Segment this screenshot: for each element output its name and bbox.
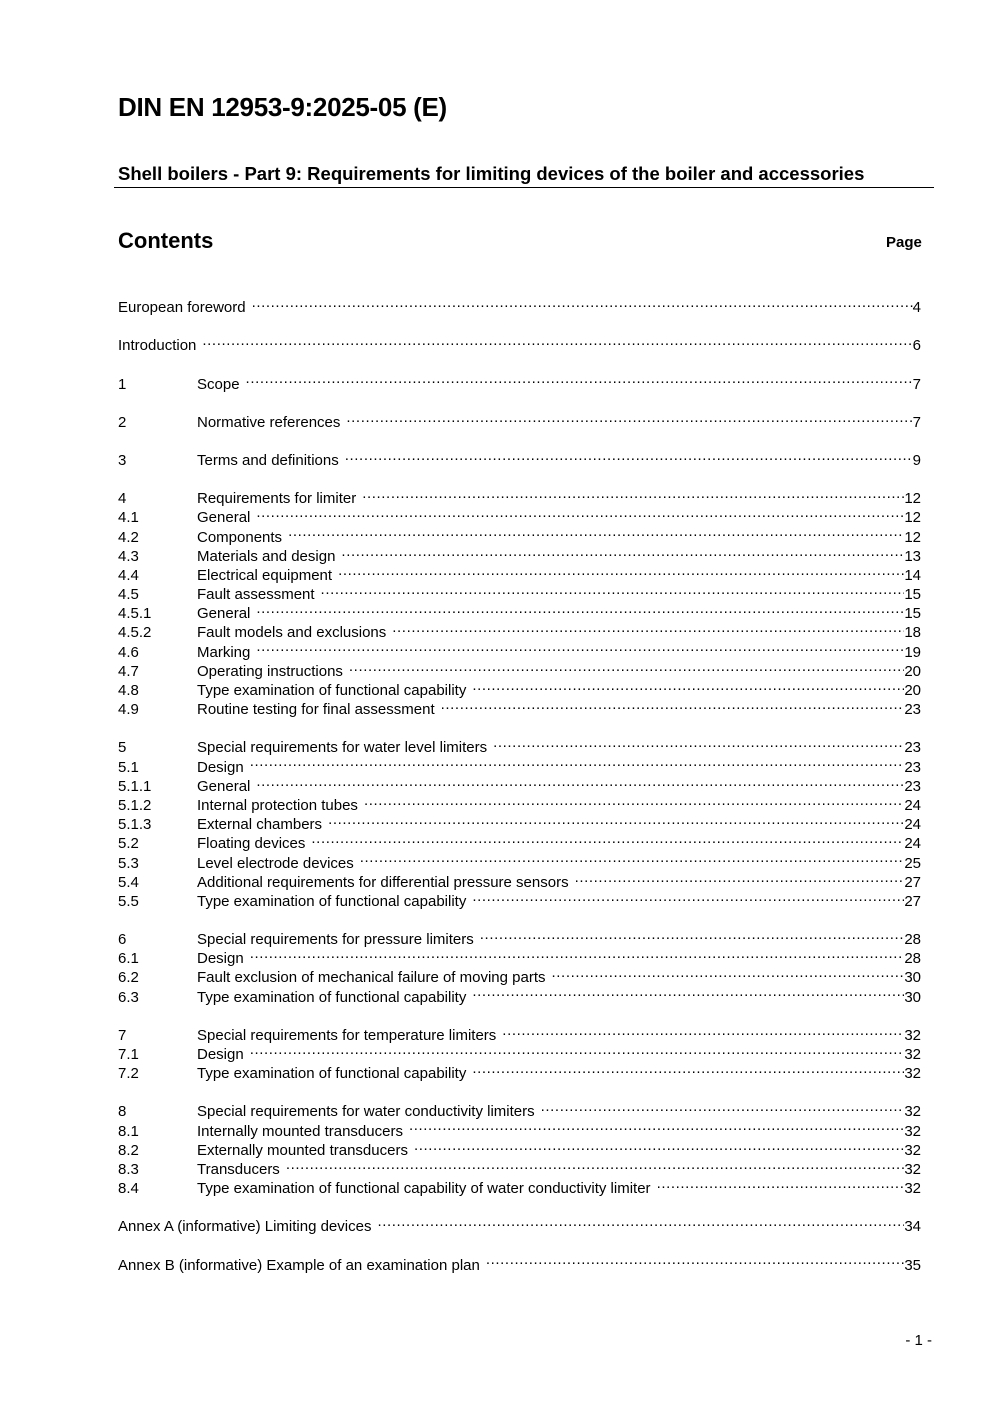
toc-dot-leader <box>250 1040 905 1059</box>
toc-entry-title: Design <box>197 758 244 776</box>
toc-entry-page: 32 <box>904 1103 921 1121</box>
toc-dot-leader <box>541 1097 905 1116</box>
toc-entry-page: 32 <box>904 1180 921 1198</box>
toc-entry-number: 6.3 <box>118 988 139 1006</box>
toc-dot-leader <box>349 657 904 676</box>
toc-dot-leader <box>441 695 905 714</box>
toc-dot-leader <box>392 618 904 637</box>
toc-entry-page: 32 <box>904 1160 921 1178</box>
toc-entry-title: Fault assessment <box>197 586 315 604</box>
toc-entry-title: Additional requirements for differential pressure sensors <box>197 873 569 891</box>
toc-entry-number: 5.5 <box>118 892 139 910</box>
toc-dot-leader <box>364 791 904 810</box>
toc-dot-leader <box>472 1059 904 1078</box>
toc-entry-number: 4.2 <box>118 528 139 546</box>
contents-heading: Contents <box>118 228 214 253</box>
toc-entry-title: Electrical equipment <box>197 566 333 584</box>
toc-entry-page: 35 <box>904 1256 921 1274</box>
toc-entry-number: 1 <box>118 375 127 393</box>
toc-entry-number: 8.3 <box>118 1160 139 1178</box>
toc-dot-leader <box>362 484 904 503</box>
toc-entry-title: Special requirements for water level limiters <box>197 739 488 757</box>
toc-entry-title: General <box>197 777 251 795</box>
toc-entry-title: Type examination of functional capability <box>197 682 467 699</box>
toc-entry[interactable] <box>118 1212 921 1236</box>
toc-entry[interactable] <box>118 293 921 317</box>
toc-entry-page: 24 <box>904 835 921 853</box>
toc-dot-leader <box>657 1174 905 1193</box>
toc-entry-title: Type examination of functional capability <box>197 988 467 1006</box>
toc-dot-leader <box>288 522 904 541</box>
toc-entry-page: 15 <box>904 586 921 604</box>
toc-entry-page: 30 <box>904 988 921 1006</box>
toc-entry-number: 5.1.3 <box>118 816 152 834</box>
toc-entry-page: 6 <box>912 337 921 355</box>
toc-entry-page: 27 <box>904 892 921 910</box>
document-id: DIN EN 12953-9:2025-05 (E) <box>118 92 447 122</box>
toc-entry-title: Terms and definitions <box>197 451 339 469</box>
toc-entry-number: 4.5.2 <box>118 624 152 642</box>
page-column-heading: Page <box>886 234 922 251</box>
toc-entry-title: Fault models and exclusions <box>197 624 387 642</box>
toc-entry[interactable] <box>118 1250 921 1274</box>
toc-entry-title: Special requirements for pressure limiters <box>197 931 474 949</box>
toc-dot-leader <box>252 293 913 312</box>
toc-entry[interactable] <box>118 484 921 508</box>
toc-entry-page: 28 <box>904 931 921 949</box>
toc-entry-page: 7 <box>912 375 921 393</box>
toc-dot-leader <box>345 446 913 465</box>
toc-entry-number: 7 <box>118 1026 127 1044</box>
toc-entry-title: General <box>197 509 251 527</box>
toc-entry-number: 4.7 <box>118 662 139 680</box>
toc-entry-number: 4 <box>118 490 127 508</box>
toc-dot-leader <box>341 542 904 561</box>
toc-dot-leader <box>472 676 904 695</box>
toc-entry-title: Introduction <box>118 337 197 355</box>
toc-dot-leader <box>409 1116 904 1135</box>
toc-dot-leader <box>256 772 904 791</box>
toc-dot-leader <box>321 580 905 599</box>
toc-entry-page: 13 <box>904 547 921 565</box>
toc-entry-number: 4.8 <box>118 682 139 699</box>
toc-dot-leader <box>472 982 904 1001</box>
toc-entry-title: General <box>197 605 251 623</box>
toc-entry-page: 9 <box>912 451 921 469</box>
toc-dot-leader <box>360 848 905 867</box>
toc-entry-number: 4.3 <box>118 547 139 565</box>
toc-entry-number: 6.1 <box>118 950 139 968</box>
toc-entry-number: 4.1 <box>118 509 139 527</box>
toc-entry-title: Normative references <box>197 413 341 431</box>
toc-entry-number: 5.1.1 <box>118 777 152 795</box>
toc-dot-leader <box>256 637 904 656</box>
toc-entry-page: 20 <box>904 662 921 680</box>
toc-entry-title: Internal protection tubes <box>197 796 358 814</box>
toc-entry-page: 28 <box>904 950 921 968</box>
table-of-contents <box>118 293 921 1274</box>
toc-entry-title: Materials and design <box>197 547 336 565</box>
toc-dot-leader <box>286 1155 905 1174</box>
toc-dot-leader <box>311 829 904 848</box>
toc-entry-page: 20 <box>904 682 921 699</box>
toc-entry-page: 7 <box>912 413 921 431</box>
toc-entry-title: Transducers <box>197 1160 280 1178</box>
toc-dot-leader <box>256 599 904 618</box>
toc-entry-number: 2 <box>118 413 127 431</box>
toc-entry[interactable] <box>118 1021 921 1044</box>
toc-entry-title: Type examination of functional capability of water conductivity limiter <box>197 1180 651 1198</box>
toc-dot-leader <box>575 868 905 887</box>
toc-entry-page: 12 <box>904 528 921 546</box>
toc-entry-page: 24 <box>904 796 921 814</box>
toc-entry-number: 7.1 <box>118 1046 139 1063</box>
toc-entry-number: 5.4 <box>118 873 139 891</box>
toc-entry-title: Scope <box>197 375 240 393</box>
toc-entry-page: 32 <box>904 1046 921 1063</box>
toc-entry-title: Components <box>197 528 283 546</box>
toc-entry-title: Requirements for limiter <box>197 490 357 508</box>
toc-entry-number: 4.5 <box>118 586 139 604</box>
toc-entry-page: 14 <box>904 566 921 584</box>
toc-entry-page: 4 <box>912 299 921 317</box>
toc-entry-number: 5.2 <box>118 835 139 853</box>
toc-entry-title: Marking <box>197 643 251 661</box>
toc-dot-leader <box>486 1250 904 1269</box>
toc-entry-page: 34 <box>904 1218 921 1236</box>
toc-entry-number: 8 <box>118 1103 127 1121</box>
toc-entry-page: 24 <box>904 816 921 834</box>
toc-dot-leader <box>502 1021 904 1040</box>
toc-entry-title: Operating instructions <box>197 662 343 680</box>
toc-entry-title: Routine testing for final assessment <box>197 701 435 719</box>
toc-entry-number: 5.3 <box>118 854 139 872</box>
toc-entry[interactable] <box>118 331 921 355</box>
toc-dot-leader <box>493 733 904 752</box>
toc-dot-leader <box>250 752 905 771</box>
toc-entry-title: Type examination of functional capability <box>197 892 467 910</box>
toc-entry-page: 23 <box>904 777 921 795</box>
toc-entry-page: 32 <box>904 1065 921 1083</box>
toc-entry-number: 5.1.2 <box>118 796 152 814</box>
toc-entry-title: Design <box>197 950 244 968</box>
toc-entry[interactable] <box>118 1097 921 1121</box>
toc-entry-page: 19 <box>904 643 921 661</box>
toc-entry-page: 32 <box>904 1141 921 1159</box>
title-underline <box>114 187 934 188</box>
toc-entry-page: 32 <box>904 1026 921 1044</box>
toc-entry-number: 7.2 <box>118 1065 139 1083</box>
toc-entry-title: Design <box>197 1046 244 1063</box>
toc-entry-page: 23 <box>904 758 921 776</box>
toc-entry-number: 6 <box>118 931 127 949</box>
toc-entry-page: 15 <box>904 605 921 623</box>
toc-dot-leader <box>246 369 913 388</box>
toc-entry-number: 4.9 <box>118 701 139 719</box>
toc-entry-title: Type examination of functional capability <box>197 1065 467 1083</box>
toc-entry-number: 3 <box>118 451 127 469</box>
toc-dot-leader <box>256 503 904 522</box>
toc-entry-title: Special requirements for water conductivity limiters <box>197 1103 535 1121</box>
toc-entry-page: 32 <box>904 1122 921 1140</box>
toc-entry[interactable] <box>118 446 921 469</box>
document-title: Shell boilers - Part 9: Requirements for limiting devices of the boiler and accessories <box>118 163 865 184</box>
toc-dot-leader <box>328 810 904 829</box>
toc-entry-number: 5 <box>118 739 127 757</box>
toc-entry-page: 23 <box>904 739 921 757</box>
toc-dot-leader <box>472 887 904 906</box>
toc-dot-leader <box>338 561 904 580</box>
toc-entry-number: 4.5.1 <box>118 605 152 623</box>
toc-dot-leader <box>202 331 912 350</box>
toc-entry-page: 25 <box>904 854 921 872</box>
toc-dot-leader <box>414 1136 904 1155</box>
toc-entry-page: 18 <box>904 624 921 642</box>
toc-entry[interactable] <box>118 925 921 949</box>
toc-entry-number: 6.2 <box>118 969 139 987</box>
toc-entry-page: 12 <box>904 490 921 508</box>
toc-dot-leader <box>346 408 912 427</box>
toc-entry-title: European foreword <box>118 299 246 317</box>
toc-entry-title: Special requirements for temperature limiters <box>197 1026 497 1044</box>
toc-dot-leader <box>377 1212 904 1231</box>
toc-entry[interactable] <box>118 369 921 393</box>
toc-entry-title: Fault exclusion of mechanical failure of moving parts <box>197 969 546 987</box>
toc-dot-leader <box>250 944 905 963</box>
toc-dot-leader <box>552 963 905 982</box>
toc-entry-page: 23 <box>904 701 921 719</box>
toc-entry-title: Internally mounted transducers <box>197 1122 403 1140</box>
toc-entry-title: External chambers <box>197 816 323 834</box>
toc-entry-title: Externally mounted transducers <box>197 1141 408 1159</box>
toc-entry-page: 30 <box>904 969 921 987</box>
toc-entry-title: Level electrode devices <box>197 854 354 872</box>
toc-entry-number: 8.4 <box>118 1180 139 1198</box>
toc-entry-page: 12 <box>904 509 921 527</box>
toc-entry[interactable] <box>118 733 921 757</box>
toc-entry-page: 27 <box>904 873 921 891</box>
toc-entry-title: Floating devices <box>197 835 306 853</box>
toc-entry-number: 4.4 <box>118 566 139 584</box>
toc-entry-title: Annex B (informative) Example of an examination plan <box>118 1256 480 1274</box>
toc-entry-number: 8.2 <box>118 1141 139 1159</box>
toc-entry-title: Annex A (informative) Limiting devices <box>118 1218 372 1236</box>
toc-dot-leader <box>480 925 905 944</box>
toc-entry-number: 4.6 <box>118 643 139 661</box>
page-number: - 1 - <box>905 1332 932 1349</box>
toc-entry-number: 5.1 <box>118 758 139 776</box>
toc-entry[interactable] <box>118 408 921 431</box>
toc-entry-number: 8.1 <box>118 1122 139 1140</box>
